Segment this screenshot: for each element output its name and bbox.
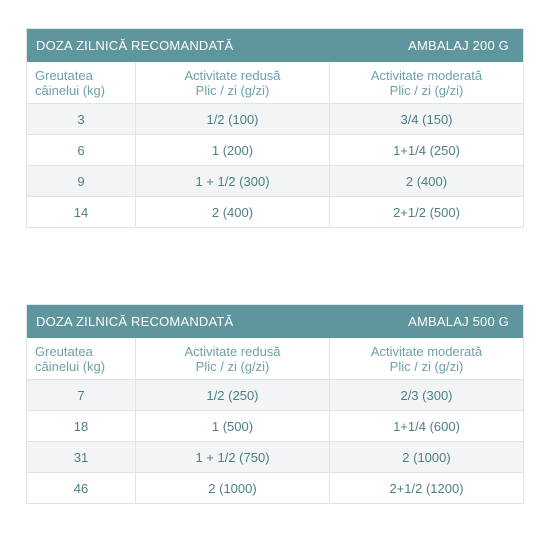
low-activity-cell: 1 (500) (136, 411, 330, 441)
column-header-weight-line2: câinelui (kg) (35, 82, 106, 98)
moderate-activity-cell: 2 (400) (405, 173, 448, 189)
table-row (27, 411, 523, 442)
column-header-low-activity (136, 62, 330, 103)
column-header-row (27, 62, 523, 104)
table-row (27, 473, 523, 503)
moderate-activity-cell: 2/3 (300) (400, 387, 453, 403)
moderate-activity-cell: 3/4 (150) (400, 111, 453, 127)
table-title: DOZA ZILNICĂ RECOMANDATĂ (36, 314, 234, 329)
table-row (27, 197, 523, 227)
low-activity-cell: 1 (200) (136, 135, 330, 165)
weight-cell: 6 (27, 135, 136, 165)
column-header-weight-line1: Greutatea (35, 343, 93, 359)
moderate-activity-cell: 1+1/4 (250) (393, 142, 460, 158)
weight-cell: 14 (27, 197, 136, 227)
low-activity-cell: 1 + 1/2 (300) (136, 166, 330, 196)
weight-cell: 7 (27, 380, 136, 410)
weight-cell: 46 (27, 473, 136, 503)
weight-cell: 31 (27, 442, 136, 472)
column-header-low-line2: Plic / zi (g/zi) (195, 358, 270, 374)
column-header-moderate-activity (330, 338, 523, 379)
table-row (27, 104, 523, 135)
column-header-moderate-line1: Activitate moderată (370, 67, 483, 83)
column-header-low-line1: Activitate redusă (184, 343, 281, 359)
column-header-weight-line2: câinelui (kg) (35, 358, 106, 374)
weight-cell: 18 (27, 411, 136, 441)
weight-cell: 3 (27, 104, 136, 134)
package-label: AMBALAJ 200 G (408, 38, 509, 53)
column-header-low-line1: Activitate redusă (184, 67, 281, 83)
low-activity-cell: 1/2 (100) (136, 104, 330, 134)
moderate-activity-cell: 2+1/2 (1200) (389, 480, 464, 496)
table-row (27, 166, 523, 197)
table-row (27, 135, 523, 166)
column-header-weight (27, 62, 136, 103)
low-activity-cell: 2 (400) (136, 197, 330, 227)
column-header-row (27, 338, 523, 380)
table-header (27, 305, 523, 338)
low-activity-cell: 1 + 1/2 (750) (136, 442, 330, 472)
weight-cell: 9 (27, 166, 136, 196)
dose-table-200g (26, 28, 524, 228)
moderate-activity-cell: 1+1/4 (600) (393, 418, 460, 434)
moderate-activity-cell: 2 (1000) (402, 449, 451, 465)
package-label: AMBALAJ 500 G (408, 314, 509, 329)
low-activity-cell: 2 (1000) (136, 473, 330, 503)
column-header-low-activity (136, 338, 330, 379)
table-title: DOZA ZILNICĂ RECOMANDATĂ (36, 38, 234, 53)
table-row (27, 380, 523, 411)
table-row (27, 442, 523, 473)
low-activity-cell: 1/2 (250) (136, 380, 330, 410)
column-header-moderate-activity (330, 62, 523, 103)
column-header-moderate-line2: Plic / zi (g/zi) (389, 358, 464, 374)
column-header-moderate-line1: Activitate moderată (370, 343, 483, 359)
moderate-activity-cell: 2+1/2 (500) (393, 204, 460, 220)
column-header-weight (27, 338, 136, 379)
column-header-low-line2: Plic / zi (g/zi) (195, 82, 270, 98)
column-header-moderate-line2: Plic / zi (g/zi) (389, 82, 464, 98)
column-header-weight-line1: Greutatea (35, 67, 93, 83)
dose-table-500g (26, 304, 524, 504)
table-header (27, 29, 523, 62)
